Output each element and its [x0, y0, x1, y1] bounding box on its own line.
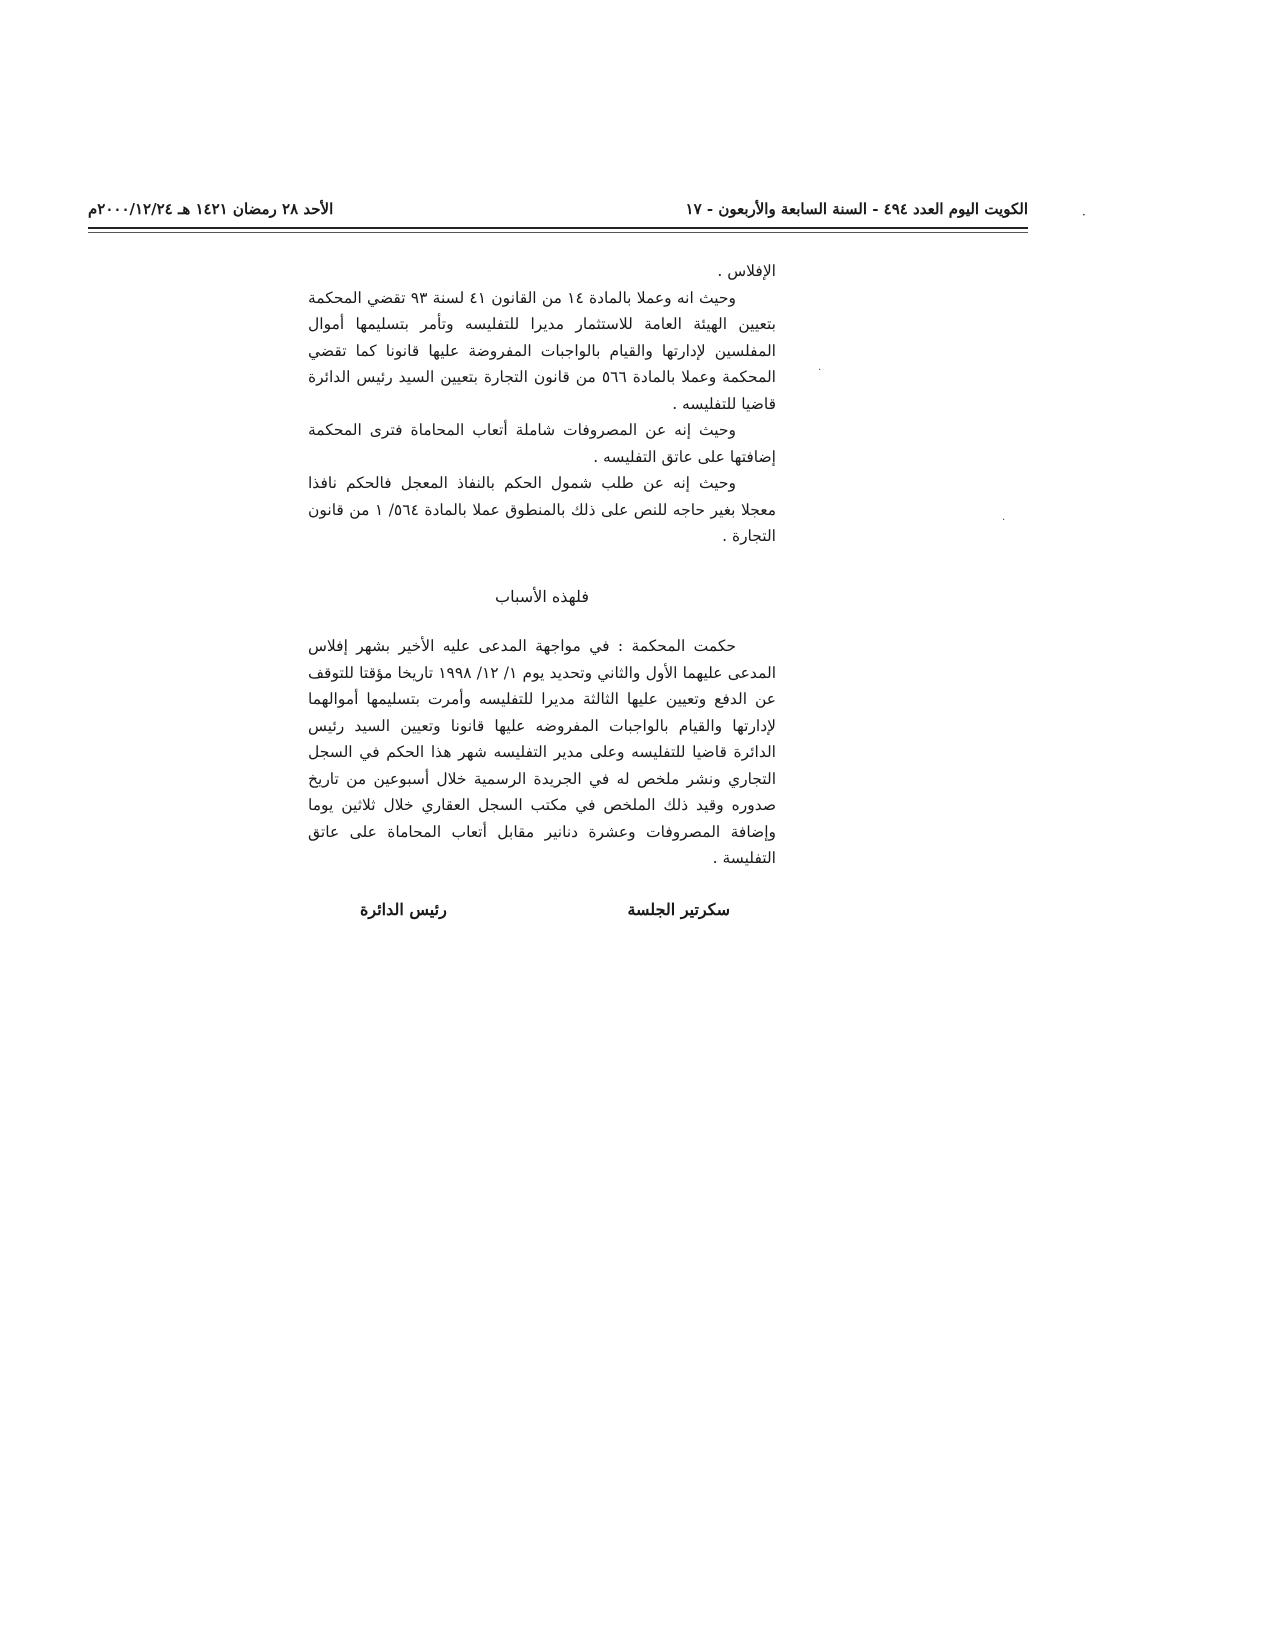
margin-mark: ·: [1082, 208, 1086, 222]
paragraph: وحيث إنه عن المصروفات شاملة أتعاب المحاماة فترى المحكمة إضافتها على عاتق التفليسه .: [308, 421, 776, 466]
paragraph: حكمت المحكمة : في مواجهة المدعى عليه الأخير بشهر إفلاس المدعى عليهما الأول والثاني وتحديد يوم ١/ ١٢/ ١٩٩٨ تاريخا مؤقتا للتوقف عن الدفع وتعيين عليها الثالثة مديرا للتفليسه وأمرت بتسليمها أموالهما لإدارتها والقيام بالواجبات المفروضه عليها قانونا وتعيين السيد رئيس الدائرة قاضيا للتفليسه وعلى مدير التفليسه شهر هذا الحكم في السجل التجاري ونشر ملخص له في الجريدة الرسمية خلال أسبوعين من تاريخ صدوره وقيد ذلك الملخص في مكتب السجل العقاري خلال ثلاثين يوما وإضافة المصروفات وعشرة دنانير مقابل أتعاب المحاماة على عاتق التفليسة .: [308, 637, 777, 867]
header-divider-thin: [88, 232, 1028, 233]
paragraph: وحيث إنه عن طلب شمول الحكم بالنفاذ المعجل فالحكم نافذا معجلا بغير حاجه للنص على ذلك بالمنطوق عملا بالمادة ٥٦٤/ ١ من قانون التجارة .: [308, 474, 776, 545]
secretary-signature-label: سكرتير الجلسة: [627, 900, 730, 919]
signature-block: [330, 900, 750, 930]
header-publication-info: الكويت اليوم العدد ٤٩٤ - السنة السابعة والأربعون - ١٧: [685, 200, 1028, 218]
header-date: الأحد ٢٨ رمضان ١٤٢١ هـ ٢٠٠٠/١٢/٢٤م: [88, 200, 334, 218]
margin-mark: ·: [818, 365, 822, 376]
paragraph: الإفلاس .: [717, 262, 776, 280]
body-text: [308, 258, 776, 550]
president-signature-label: رئيس الدائرة: [360, 900, 447, 919]
margin-mark: ·: [1002, 515, 1006, 526]
paragraph: وحيث انه وعملا بالمادة ١٤ من القانون ٤١ لسنة ٩٣ تقضي المحكمة بتعيين الهيئة العامة للاستثمار مديرا للتفليسه وتأمر بتسليمها أموال المفلسين لإدارتها والقيام بالواجبات المفروضة عليها قانونا كما تقضي المحكمة وعملا بالمادة ٥٦٦ من قانون التجارة بتعيين السيد رئيس الدائرة قاضيا للتفليسه .: [308, 288, 776, 413]
verdict-text: [308, 633, 776, 872]
page-header: [88, 200, 1028, 224]
section-heading: فلهذه الأسباب: [495, 587, 589, 606]
header-divider: [88, 227, 1028, 229]
